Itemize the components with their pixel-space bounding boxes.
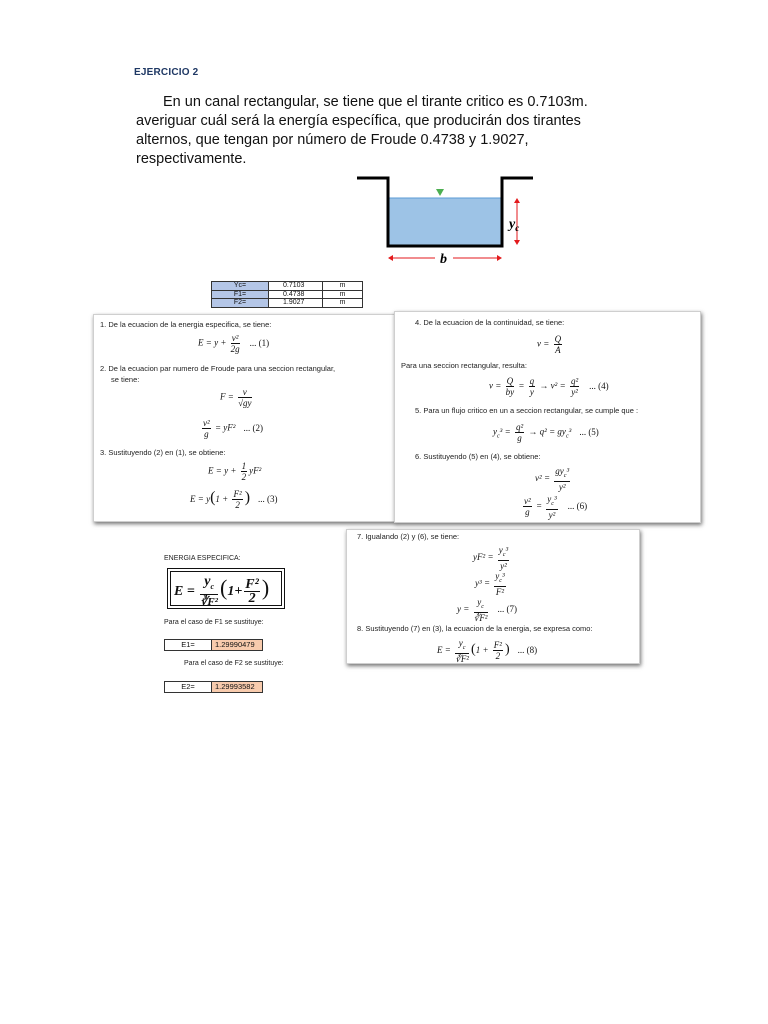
channel-diagram: [355, 172, 555, 272]
problem-line-3: alternos, que tengan por número de Froude 0.4738 y 1.9027,: [136, 132, 529, 148]
problem-line-1: En un canal rectangular, se tiene que el tirante critico es 0.7103m.: [163, 94, 588, 110]
equation-4: v = $\frac{Q}{by}$ = $\frac{q}{y}$ → v² = $\frac{\text{q²}}{\text{y²}}$ ... (4): [489, 376, 609, 397]
case-2-label: Para el caso de F2 se sustituye:: [184, 660, 284, 667]
derivation-panel-right: [394, 311, 701, 523]
arrow-right-icon: [497, 255, 502, 261]
result-e1: [164, 639, 263, 651]
param-unit: m: [323, 282, 363, 291]
arrow-down-icon: [514, 240, 520, 245]
equation-continuity: v = $\frac{Q}{A}$: [537, 334, 562, 355]
equation-3: E = y(1 + $\frac{\text{F²}}{2}$ ) ... (3): [190, 489, 278, 511]
param-row-f2: [212, 299, 363, 308]
param-key: F2=: [212, 299, 269, 308]
problem-statement: [136, 93, 616, 169]
step-7: 7. Igualando (2) y (6), se tiene:: [357, 532, 460, 541]
param-row-f1: [212, 290, 363, 299]
b-label: b: [440, 252, 447, 267]
param-row-yc: [212, 282, 363, 291]
yc-label: $y_c$: [509, 217, 520, 233]
arrow-left-icon: [388, 255, 393, 261]
equation-6a: v² = $\frac{gy_c^3}{\text{y²}}$: [535, 466, 570, 492]
equation-3a: E = y + $\frac{1}{2}$ yF²: [208, 461, 262, 482]
derivation-panel-bottom: [346, 529, 640, 664]
problem-line-4: respectivamente.: [136, 151, 247, 167]
exercise-title: EJERCICIO 2: [134, 67, 199, 78]
case-1-label: Para el caso de F1 se sustituye:: [164, 619, 264, 626]
param-key: F1=: [212, 290, 269, 299]
equation-6: $\frac{\text{v²}}{g}$ = $\frac{y_c^3}{\text{y²}}$ ... (6): [524, 494, 588, 520]
result-e1-value: 1.29990479: [212, 639, 263, 651]
param-value: 0.4738: [269, 290, 323, 299]
param-value: 0.7103: [269, 282, 323, 291]
equation-5: $y_c^3$ = $\frac{\text{q²}}{g}$ → $q^2 = gy_c^3$ ... (5): [493, 422, 599, 443]
param-value: 1.9027: [269, 299, 323, 308]
equation-8: E = $\frac{y_c}{\text{∛F²}}$ (1 + $\frac{\text{F²}}{2}$ ) ... (8): [437, 638, 538, 664]
problem-line-2: averiguar cuál será la energía específica, que producirán dos tirantes: [136, 113, 581, 129]
result-e1-key: E1=: [164, 639, 212, 651]
equation-7a: yF² = $\frac{y_c^3}{\text{y²}}$: [473, 545, 509, 571]
step-4-rect: Para una seccion rectangular, resulta:: [401, 361, 527, 370]
equation-7: y = $\frac{y_c}{\text{∛F²}}$ ... (7): [457, 597, 518, 623]
step-8: 8. Sustituyendo (7) en (3), la ecuacion de la energia, se expresa como:: [357, 624, 593, 633]
equation-2: $\frac{\text{v²}}{g}$ = yF² ... (2): [203, 418, 263, 439]
result-e2-value: 1.29993582: [212, 681, 263, 693]
param-unit: m: [323, 299, 363, 308]
step-2-cont: se tiene:: [111, 375, 140, 384]
energy-heading: ENERGIA ESPECIFICA:: [164, 555, 241, 562]
energy-formula-box: [167, 568, 285, 609]
arrow-up-icon: [514, 198, 520, 203]
param-unit: m: [323, 290, 363, 299]
equation-7b: y³ = $\frac{y_c^3}{\text{F²}}$: [475, 571, 505, 597]
param-key: Yc=: [212, 282, 269, 291]
step-5: 5. Para un flujo critico en un a seccion rectangular, se cumple que :: [415, 406, 639, 415]
equation-1: E = y + $\frac{\text{v²}}{2g}$ ... (1): [198, 333, 270, 354]
result-e2: [164, 681, 263, 693]
step-3: 3. Sustituyendo (2) en (1), se obtiene:: [100, 448, 226, 457]
derivation-panel-left: [93, 314, 395, 522]
result-e2-key: E2=: [164, 681, 212, 693]
water-area: [388, 198, 501, 245]
water-level-marker-icon: [436, 189, 444, 196]
step-4: 4. De la ecuacion de la continuidad, se tiene:: [415, 318, 565, 327]
step-1: 1. De la ecuacion de la energia especifica, se tiene:: [100, 320, 272, 329]
equation-froude: F = $\frac{v}{√gy}$: [220, 387, 252, 408]
step-6: 6. Sustituyendo (5) en (4), se obtiene:: [415, 452, 541, 461]
params-table: [211, 281, 363, 308]
step-2: 2. De la ecuacion par numero de Froude para una seccion rectangular,: [100, 364, 336, 373]
energy-formula: E = $\frac{y_c}{\text{∛F²}}$ (1+ $\frac{\text{F²}}{2}$ ): [174, 574, 270, 608]
